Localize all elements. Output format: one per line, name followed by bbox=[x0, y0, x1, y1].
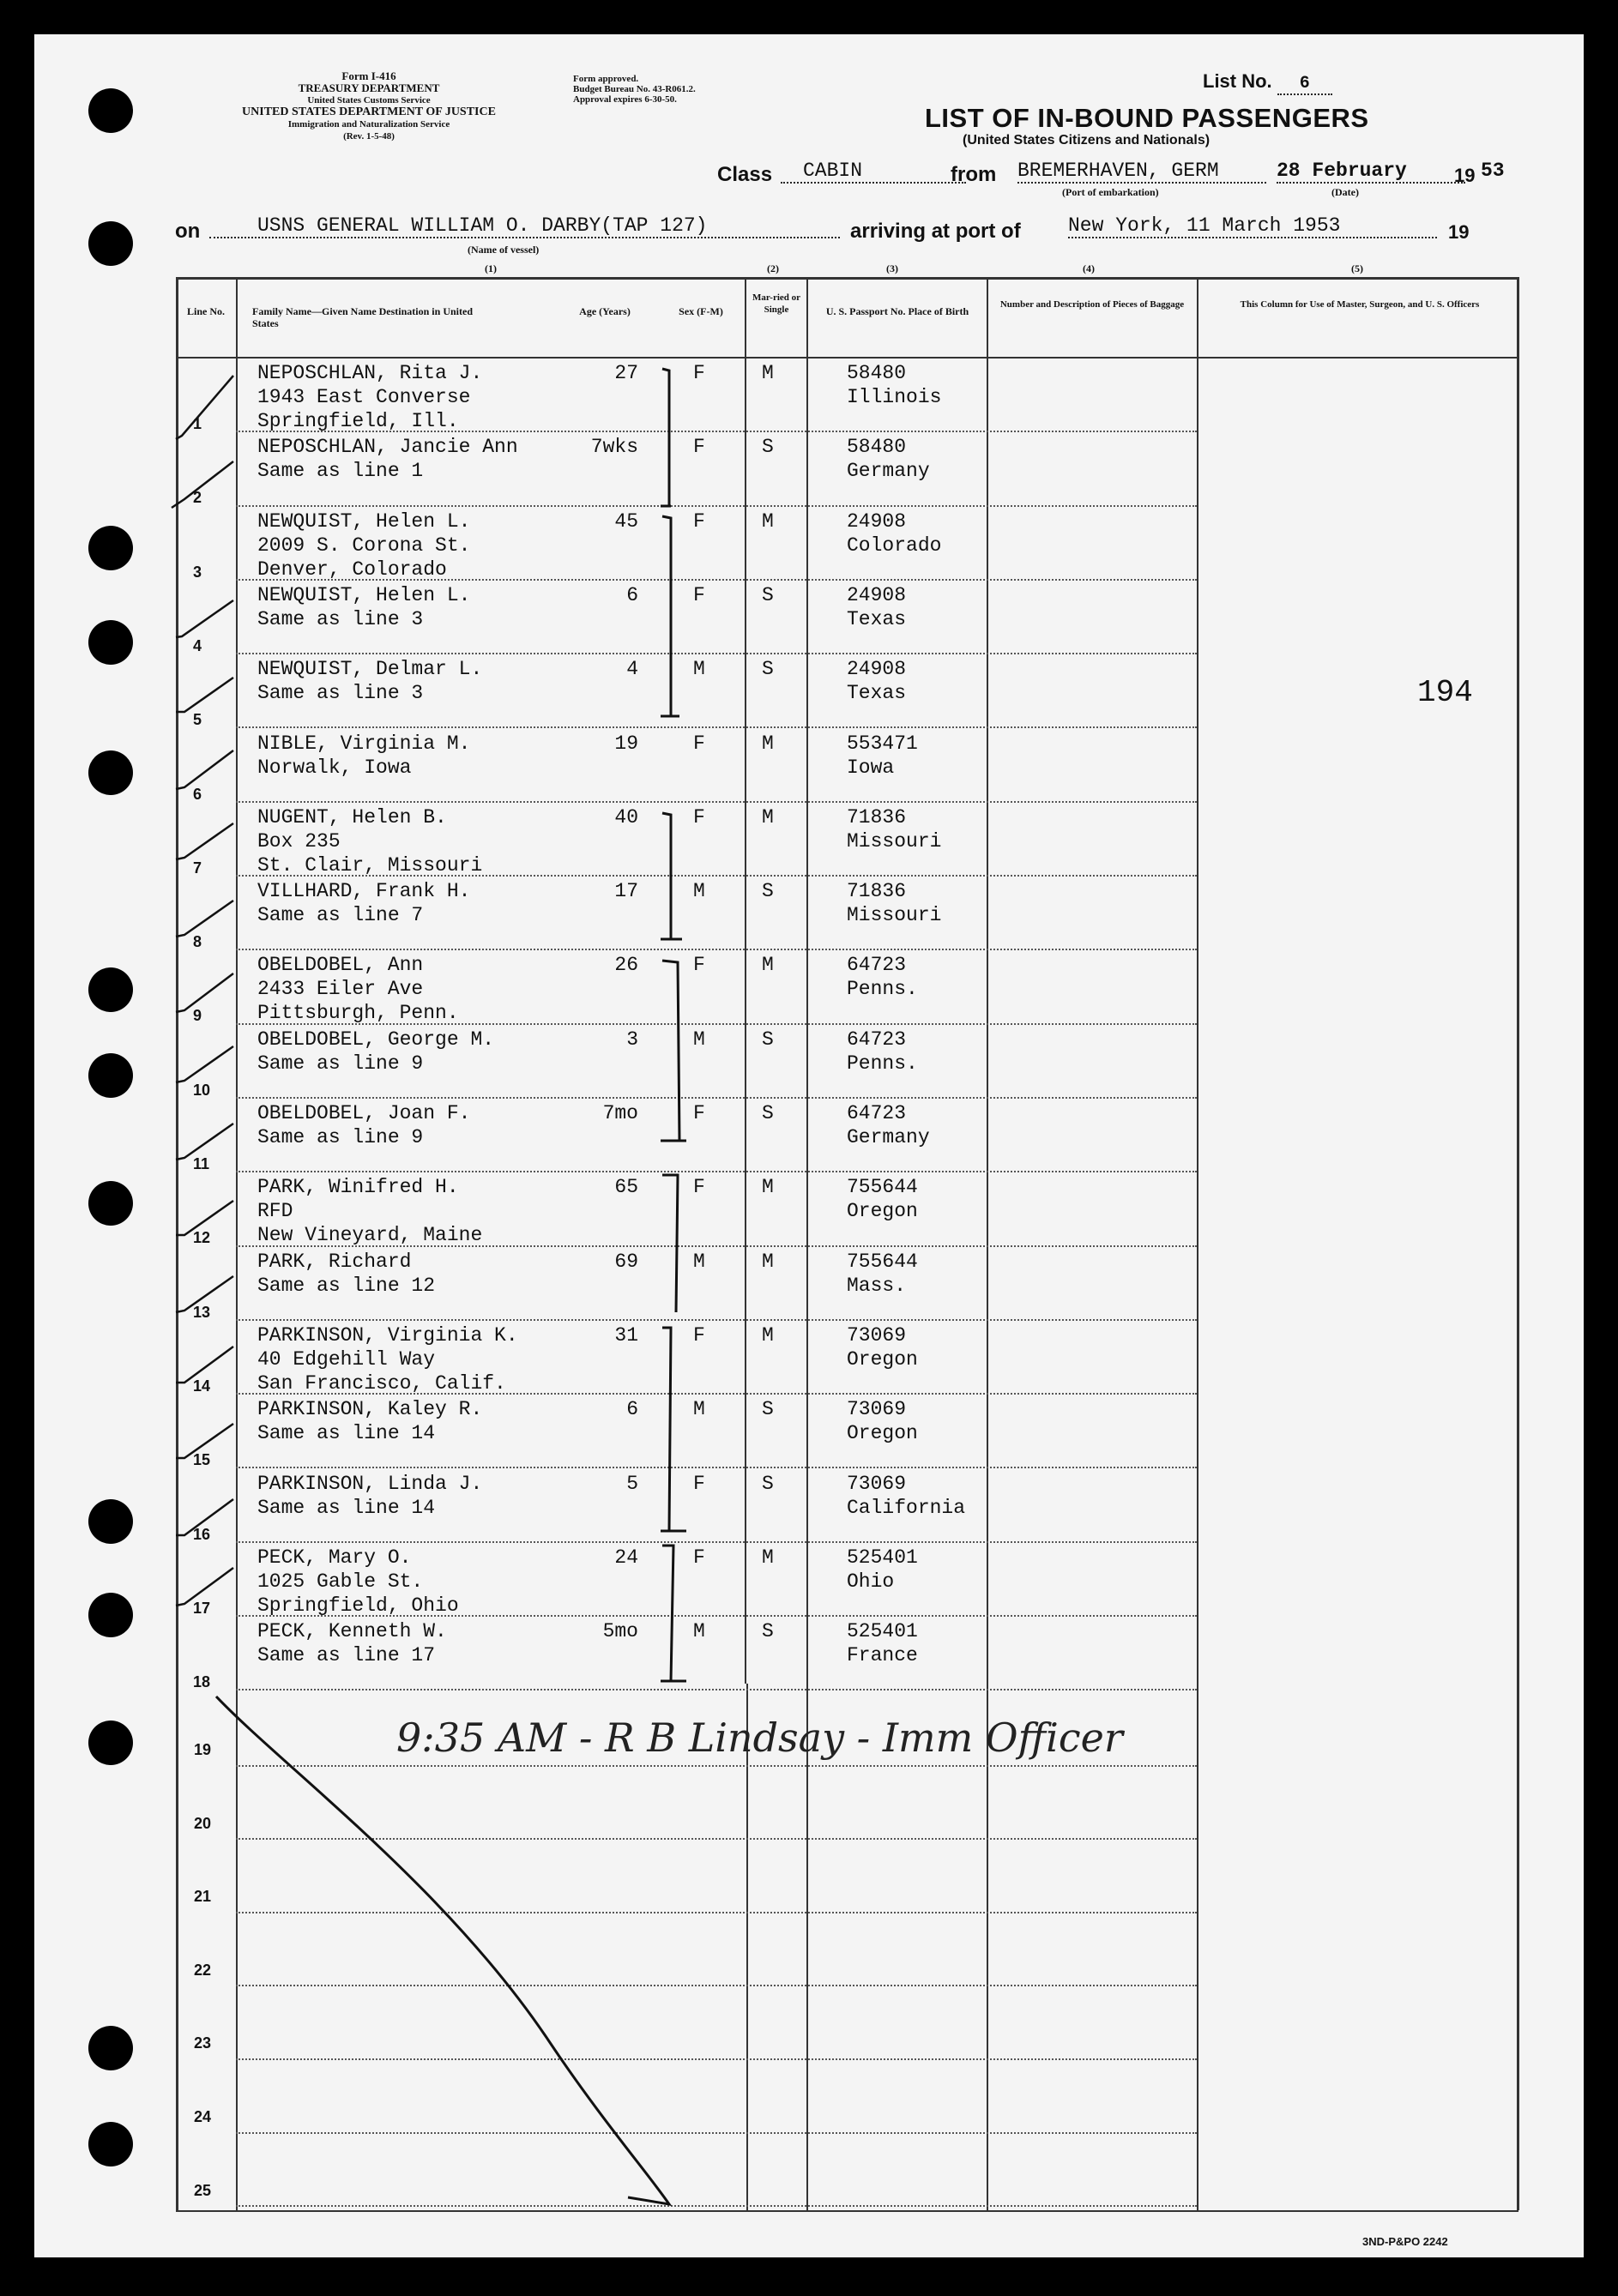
marital-status: S bbox=[762, 583, 774, 606]
sex: M bbox=[693, 880, 705, 903]
address-line-1: Same as line 14 bbox=[257, 1496, 436, 1519]
marital-status: M bbox=[762, 362, 774, 384]
place-of-birth: France bbox=[847, 1644, 918, 1667]
vessel-caption: (Name of vessel) bbox=[468, 244, 540, 256]
marital-status: M bbox=[762, 805, 774, 829]
place-of-birth: Penns. bbox=[847, 1052, 918, 1075]
page-title: LIST OF IN-BOUND PASSENGERS bbox=[925, 103, 1369, 133]
line-number: 9 bbox=[193, 1007, 202, 1025]
list-no-value: 6 bbox=[1277, 74, 1332, 95]
passport-number: 24908 bbox=[847, 509, 907, 533]
address-line-1: RFD bbox=[257, 1200, 293, 1223]
passport-number: 64723 bbox=[847, 954, 907, 977]
passport-number: 58480 bbox=[847, 436, 907, 459]
marital-status: S bbox=[762, 880, 774, 903]
line-number: 12 bbox=[193, 1229, 211, 1247]
sex: F bbox=[693, 1102, 705, 1124]
place-of-birth: California bbox=[847, 1496, 966, 1519]
address-line-1: Same as line 14 bbox=[257, 1422, 436, 1445]
address-line-1: Same as line 9 bbox=[257, 1052, 424, 1075]
date-value: 28 February bbox=[1277, 160, 1465, 184]
empty-line-number: 20 bbox=[194, 1814, 212, 1832]
arriving-label: arriving at port of bbox=[850, 220, 1021, 243]
sex: F bbox=[693, 583, 705, 606]
place-of-birth: Mass. bbox=[847, 1274, 907, 1297]
line-number: 8 bbox=[193, 933, 202, 951]
age: 6 bbox=[626, 583, 638, 606]
marital-status: S bbox=[762, 436, 774, 459]
col-header-name: Family Name—Given Name Destination in United States bbox=[252, 305, 473, 329]
age: 27 bbox=[614, 362, 638, 384]
place-of-birth: Oregon bbox=[847, 1200, 918, 1223]
age: 40 bbox=[614, 805, 638, 829]
passenger-name: OBELDOBEL, Joan F. bbox=[257, 1102, 471, 1124]
address-line-1: Same as line 9 bbox=[257, 1126, 424, 1148]
passport-number: 525401 bbox=[847, 1620, 918, 1643]
age: 17 bbox=[614, 880, 638, 903]
passenger-name: PECK, Kenneth W. bbox=[257, 1620, 447, 1643]
sex: F bbox=[693, 1546, 705, 1569]
column-number: (3) bbox=[886, 262, 898, 274]
marital-status: M bbox=[762, 509, 774, 533]
sex: M bbox=[693, 1398, 705, 1421]
empty-line-number: 21 bbox=[194, 1888, 212, 1906]
passport-number: 525401 bbox=[847, 1546, 918, 1569]
place-of-birth: Texas bbox=[847, 607, 907, 630]
place-of-birth: Oregon bbox=[847, 1422, 918, 1445]
age: 26 bbox=[614, 954, 638, 977]
stamp-number: 194 bbox=[1417, 675, 1473, 710]
age: 4 bbox=[626, 658, 638, 681]
address-line-2: San Francisco, Calif. bbox=[257, 1371, 506, 1395]
date-caption: (Date) bbox=[1331, 186, 1359, 198]
column-number: (1) bbox=[485, 262, 497, 274]
passport-number: 64723 bbox=[847, 1027, 907, 1051]
column-number: (4) bbox=[1083, 262, 1095, 274]
passenger-name: VILLHARD, Frank H. bbox=[257, 880, 471, 903]
address-line-1: Same as line 3 bbox=[257, 607, 424, 630]
marital-status: M bbox=[762, 1250, 774, 1273]
marital-status: M bbox=[762, 954, 774, 977]
marital-status: M bbox=[762, 1323, 774, 1347]
line-number: 7 bbox=[193, 859, 202, 877]
address-line-2: Denver, Colorado bbox=[257, 557, 447, 581]
address-line-1: 40 Edgehill Way bbox=[257, 1347, 436, 1371]
form-number: Form I-416 bbox=[341, 69, 396, 82]
bracket-marks bbox=[661, 369, 686, 1681]
diagonal-cancel-stroke bbox=[216, 1696, 669, 2204]
from-label: from bbox=[951, 163, 997, 186]
address-line-1: 2009 S. Corona St. bbox=[257, 533, 471, 557]
age: 7wks bbox=[590, 436, 638, 459]
sex: M bbox=[693, 1250, 705, 1273]
col-header-line: Line No. bbox=[186, 305, 225, 317]
address-line-1: Same as line 1 bbox=[257, 460, 424, 483]
sex: M bbox=[693, 1620, 705, 1643]
customs-service: United States Customs Service bbox=[307, 95, 431, 105]
passenger-name: NEPOSCHLAN, Jancie Ann bbox=[257, 436, 518, 459]
arrival-value: New York, 11 March 1953 bbox=[1068, 214, 1437, 238]
on-label: on bbox=[175, 220, 201, 243]
address-line-1: Same as line 17 bbox=[257, 1644, 436, 1667]
ins-service: Immigration and Naturalization Service bbox=[287, 119, 450, 130]
age: 24 bbox=[614, 1546, 638, 1569]
place-of-birth: Germany bbox=[847, 1126, 930, 1148]
line-number: 1 bbox=[193, 415, 202, 432]
place-of-birth: Colorado bbox=[847, 533, 942, 557]
line-number: 10 bbox=[193, 1081, 211, 1099]
passenger-name: PARKINSON, Kaley R. bbox=[257, 1398, 483, 1421]
sex: F bbox=[693, 362, 705, 384]
address-line-2: New Vineyard, Maine bbox=[257, 1224, 483, 1247]
passport-number: 24908 bbox=[847, 658, 907, 681]
line-number: 14 bbox=[193, 1377, 211, 1395]
passport-number: 71836 bbox=[847, 805, 907, 829]
class-value: CABIN bbox=[781, 160, 966, 184]
sex: F bbox=[693, 436, 705, 459]
sex: F bbox=[693, 732, 705, 755]
address-line-2: St. Clair, Missouri bbox=[257, 853, 483, 877]
line-number: 17 bbox=[193, 1599, 211, 1617]
sex: F bbox=[693, 1472, 705, 1495]
passenger-name: OBELDOBEL, George M. bbox=[257, 1027, 495, 1051]
marital-status: S bbox=[762, 1398, 774, 1421]
place-of-birth: Germany bbox=[847, 460, 930, 483]
passport-number: 553471 bbox=[847, 732, 918, 755]
age: 45 bbox=[614, 509, 638, 533]
address-line-1: Norwalk, Iowa bbox=[257, 756, 412, 779]
place-of-birth: Missouri bbox=[847, 904, 942, 927]
line-number: 5 bbox=[193, 711, 202, 729]
passport-number: 58480 bbox=[847, 362, 907, 384]
passenger-name: NIBLE, Virginia M. bbox=[257, 732, 471, 755]
address-line-1: Same as line 12 bbox=[257, 1274, 436, 1297]
col-header-married: Mar-ried or Single bbox=[752, 292, 801, 315]
address-line-2: Springfield, Ohio bbox=[257, 1594, 459, 1617]
marital-status: S bbox=[762, 1620, 774, 1643]
age: 3 bbox=[626, 1027, 638, 1051]
marital-status: M bbox=[762, 732, 774, 755]
form-footer-code: 3ND-P&PO 2242 bbox=[1362, 2235, 1448, 2248]
place-of-birth: Penns. bbox=[847, 978, 918, 1001]
age: 69 bbox=[614, 1250, 638, 1273]
passenger-name: PARK, Winifred H. bbox=[257, 1176, 459, 1199]
address-line-2: Springfield, Ill. bbox=[257, 410, 459, 432]
age: 5 bbox=[626, 1472, 638, 1495]
place-of-birth: Iowa bbox=[847, 756, 895, 779]
place-of-birth: Ohio bbox=[847, 1570, 895, 1593]
passenger-name: NEPOSCHLAN, Rita J. bbox=[257, 362, 483, 384]
address-line-1: Box 235 bbox=[257, 829, 341, 853]
budget-bureau-line: Budget Bureau No. 43-R061.2. bbox=[573, 84, 696, 94]
passport-number: 24908 bbox=[847, 583, 907, 606]
passport-number: 71836 bbox=[847, 880, 907, 903]
arrival-year: 19 bbox=[1448, 221, 1470, 243]
port-value: BREMERHAVEN, GERM bbox=[1017, 160, 1266, 184]
passport-number: 73069 bbox=[847, 1398, 907, 1421]
age: 65 bbox=[614, 1176, 638, 1199]
line-number: 18 bbox=[193, 1673, 211, 1691]
sex: F bbox=[693, 805, 705, 829]
empty-line-number: 19 bbox=[194, 1741, 212, 1758]
col-header-baggage: Number and Description of Pieces of Baggage bbox=[999, 299, 1185, 310]
line-number: 15 bbox=[193, 1451, 211, 1469]
marital-status: S bbox=[762, 1472, 774, 1495]
line-number: 6 bbox=[193, 785, 202, 803]
passenger-name: PARK, Richard bbox=[257, 1250, 412, 1273]
sex: M bbox=[693, 1027, 705, 1051]
place-of-birth: Missouri bbox=[847, 829, 942, 853]
empty-line-number: 24 bbox=[194, 2108, 212, 2125]
place-of-birth: Texas bbox=[847, 682, 907, 705]
passenger-name: NEWQUIST, Delmar L. bbox=[257, 658, 483, 681]
page-subtitle: (United States Citizens and Nationals) bbox=[963, 133, 1210, 148]
line-number: 13 bbox=[193, 1303, 211, 1321]
justice-dept: UNITED STATES DEPARTMENT OF JUSTICE bbox=[242, 105, 496, 118]
passport-number: 755644 bbox=[847, 1250, 918, 1273]
year-prefix: 19 bbox=[1454, 165, 1476, 186]
passenger-name: NEWQUIST, Helen L. bbox=[257, 509, 471, 533]
marital-status: S bbox=[762, 658, 774, 681]
col-header-sex: Sex (F-M) bbox=[679, 305, 723, 317]
revision: (Rev. 1-5-48) bbox=[343, 131, 395, 142]
port-caption: (Port of embarkation) bbox=[1062, 186, 1159, 198]
sex: F bbox=[693, 954, 705, 977]
passenger-name: NUGENT, Helen B. bbox=[257, 805, 447, 829]
marital-status: M bbox=[762, 1176, 774, 1199]
age: 31 bbox=[614, 1323, 638, 1347]
passenger-name: PECK, Mary O. bbox=[257, 1546, 412, 1569]
sex: M bbox=[693, 658, 705, 681]
passport-number: 73069 bbox=[847, 1323, 907, 1347]
address-line-1: Same as line 7 bbox=[257, 904, 424, 927]
empty-line-number: 23 bbox=[194, 2034, 212, 2052]
line-number: 16 bbox=[193, 1525, 211, 1543]
place-of-birth: Illinois bbox=[847, 386, 942, 408]
marital-status: S bbox=[762, 1102, 774, 1124]
passport-number: 64723 bbox=[847, 1102, 907, 1124]
line-number: 3 bbox=[193, 563, 202, 581]
empty-line-number: 25 bbox=[194, 2181, 212, 2199]
line-number: 11 bbox=[193, 1155, 210, 1172]
approved-line: Form approved. bbox=[573, 74, 639, 84]
line-number: 2 bbox=[193, 489, 202, 507]
col-header-age: Age (Years) bbox=[579, 305, 631, 317]
address-line-1: 1943 East Converse bbox=[257, 386, 471, 408]
marital-status: S bbox=[762, 1027, 774, 1051]
passenger-name: OBELDOBEL, Ann bbox=[257, 954, 424, 977]
marital-status: M bbox=[762, 1546, 774, 1569]
place-of-birth: Oregon bbox=[847, 1347, 918, 1371]
expiry-line: Approval expires 6-30-50. bbox=[573, 94, 677, 105]
passenger-name: NEWQUIST, Helen L. bbox=[257, 583, 471, 606]
class-label: Class bbox=[717, 163, 773, 186]
column-number: (5) bbox=[1351, 262, 1363, 274]
passport-number: 755644 bbox=[847, 1176, 918, 1199]
passenger-name: PARKINSON, Virginia K. bbox=[257, 1323, 518, 1347]
year-value: 53 bbox=[1481, 160, 1505, 182]
sex: F bbox=[693, 1323, 705, 1347]
address-line-1: 1025 Gable St. bbox=[257, 1570, 424, 1593]
address-line-1: 2433 Eiler Ave bbox=[257, 978, 424, 1001]
passenger-name: PARKINSON, Linda J. bbox=[257, 1472, 483, 1495]
age: 6 bbox=[626, 1398, 638, 1421]
address-line-1: Same as line 3 bbox=[257, 682, 424, 705]
handwritten-note: 9:35 AM - R B Lindsay - Imm Officer bbox=[396, 1714, 1123, 1761]
column-number: (2) bbox=[767, 262, 779, 274]
checkmark-strokes bbox=[172, 376, 233, 1606]
treasury-dept: TREASURY DEPARTMENT bbox=[298, 81, 440, 94]
passport-number: 73069 bbox=[847, 1472, 907, 1495]
address-line-2: Pittsburgh, Penn. bbox=[257, 1002, 459, 1025]
age: 19 bbox=[614, 732, 638, 755]
vessel-name: USNS GENERAL WILLIAM O. DARBY(TAP 127) bbox=[209, 214, 840, 238]
age: 5mo bbox=[602, 1620, 638, 1643]
sex: F bbox=[693, 1176, 705, 1199]
empty-line-number: 22 bbox=[194, 1961, 212, 1979]
col-header-passport: U. S. Passport No. Place of Birth bbox=[825, 305, 969, 317]
col-header-officers: This Column for Use of Master, Surgeon, and U. S. Officers bbox=[1240, 299, 1480, 310]
sex: F bbox=[693, 509, 705, 533]
age: 7mo bbox=[602, 1102, 638, 1124]
line-number: 4 bbox=[193, 636, 202, 654]
list-no-label: List No. bbox=[1203, 70, 1272, 92]
